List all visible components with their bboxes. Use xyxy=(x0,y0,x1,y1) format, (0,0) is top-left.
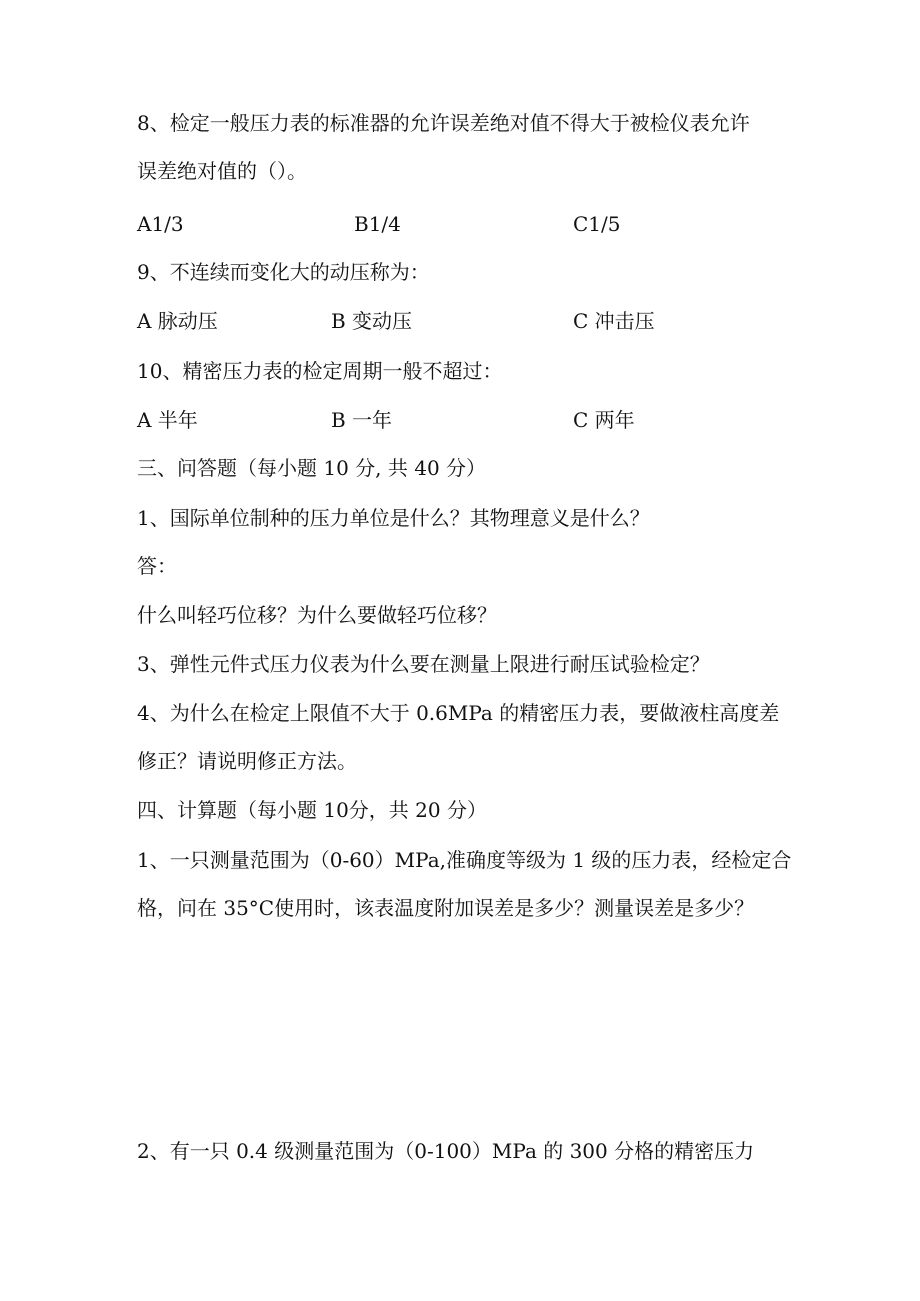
q8-option-c: C1/5 xyxy=(573,212,621,236)
section3-q3: 3、弹性元件式压力仪表为什么要在测量上限进行耐压试验检定？ xyxy=(137,652,710,676)
section3-q4-line2: 修正？请说明修正方法。 xyxy=(137,749,357,773)
q10-option-b: B 一年 xyxy=(331,408,393,432)
section4-q1-line2: 格，问在 35°C使用时，该表温度附加误差是多少？测量误差是多少？ xyxy=(137,896,755,920)
q8-text-line1: 8、检定一般压力表的标准器的允许误差绝对值不得大于被检仪表允许 xyxy=(137,111,750,135)
q9-text: 9、不连续而变化大的动压称为： xyxy=(137,260,430,284)
section4-heading: 四、计算题（每小题 10分，共 20 分） xyxy=(137,798,487,822)
section4-q2-line1: 2、有一只 0.4 级测量范围为（0-100）MPa 的 300 分格的精密压力 xyxy=(137,1139,755,1163)
section3-q1: 1、国际单位制种的压力单位是什么？其物理意义是什么？ xyxy=(137,506,650,530)
q9-option-c: C 冲击压 xyxy=(573,309,655,333)
section3-q2: 什么叫轻巧位移？为什么要做轻巧位移？ xyxy=(137,603,497,627)
q10-option-c: C 两年 xyxy=(573,408,635,432)
q9-option-b: B 变动压 xyxy=(331,309,413,333)
section3-q4-line1: 4、为什么在检定上限值不大于 0.6MPa 的精密压力表，要做液柱高度差 xyxy=(137,701,780,725)
section4-q1-line1: 1、一只测量范围为（0-60）MPa,准确度等级为 1 级的压力表，经检定合 xyxy=(137,848,792,872)
q8-option-b: B1/4 xyxy=(354,212,401,236)
q10-option-a: A 半年 xyxy=(137,408,198,432)
q8-option-a: A1/3 xyxy=(137,212,184,236)
answer-label: 答： xyxy=(137,554,177,578)
q10-text: 10、精密压力表的检定周期一般不超过： xyxy=(137,359,503,383)
q8-text-line2: 误差绝对值的（）。 xyxy=(137,159,307,183)
section3-heading: 三、问答题（每小题 10 分, 共 40 分） xyxy=(137,456,487,480)
q9-option-a: A 脉动压 xyxy=(137,309,218,333)
